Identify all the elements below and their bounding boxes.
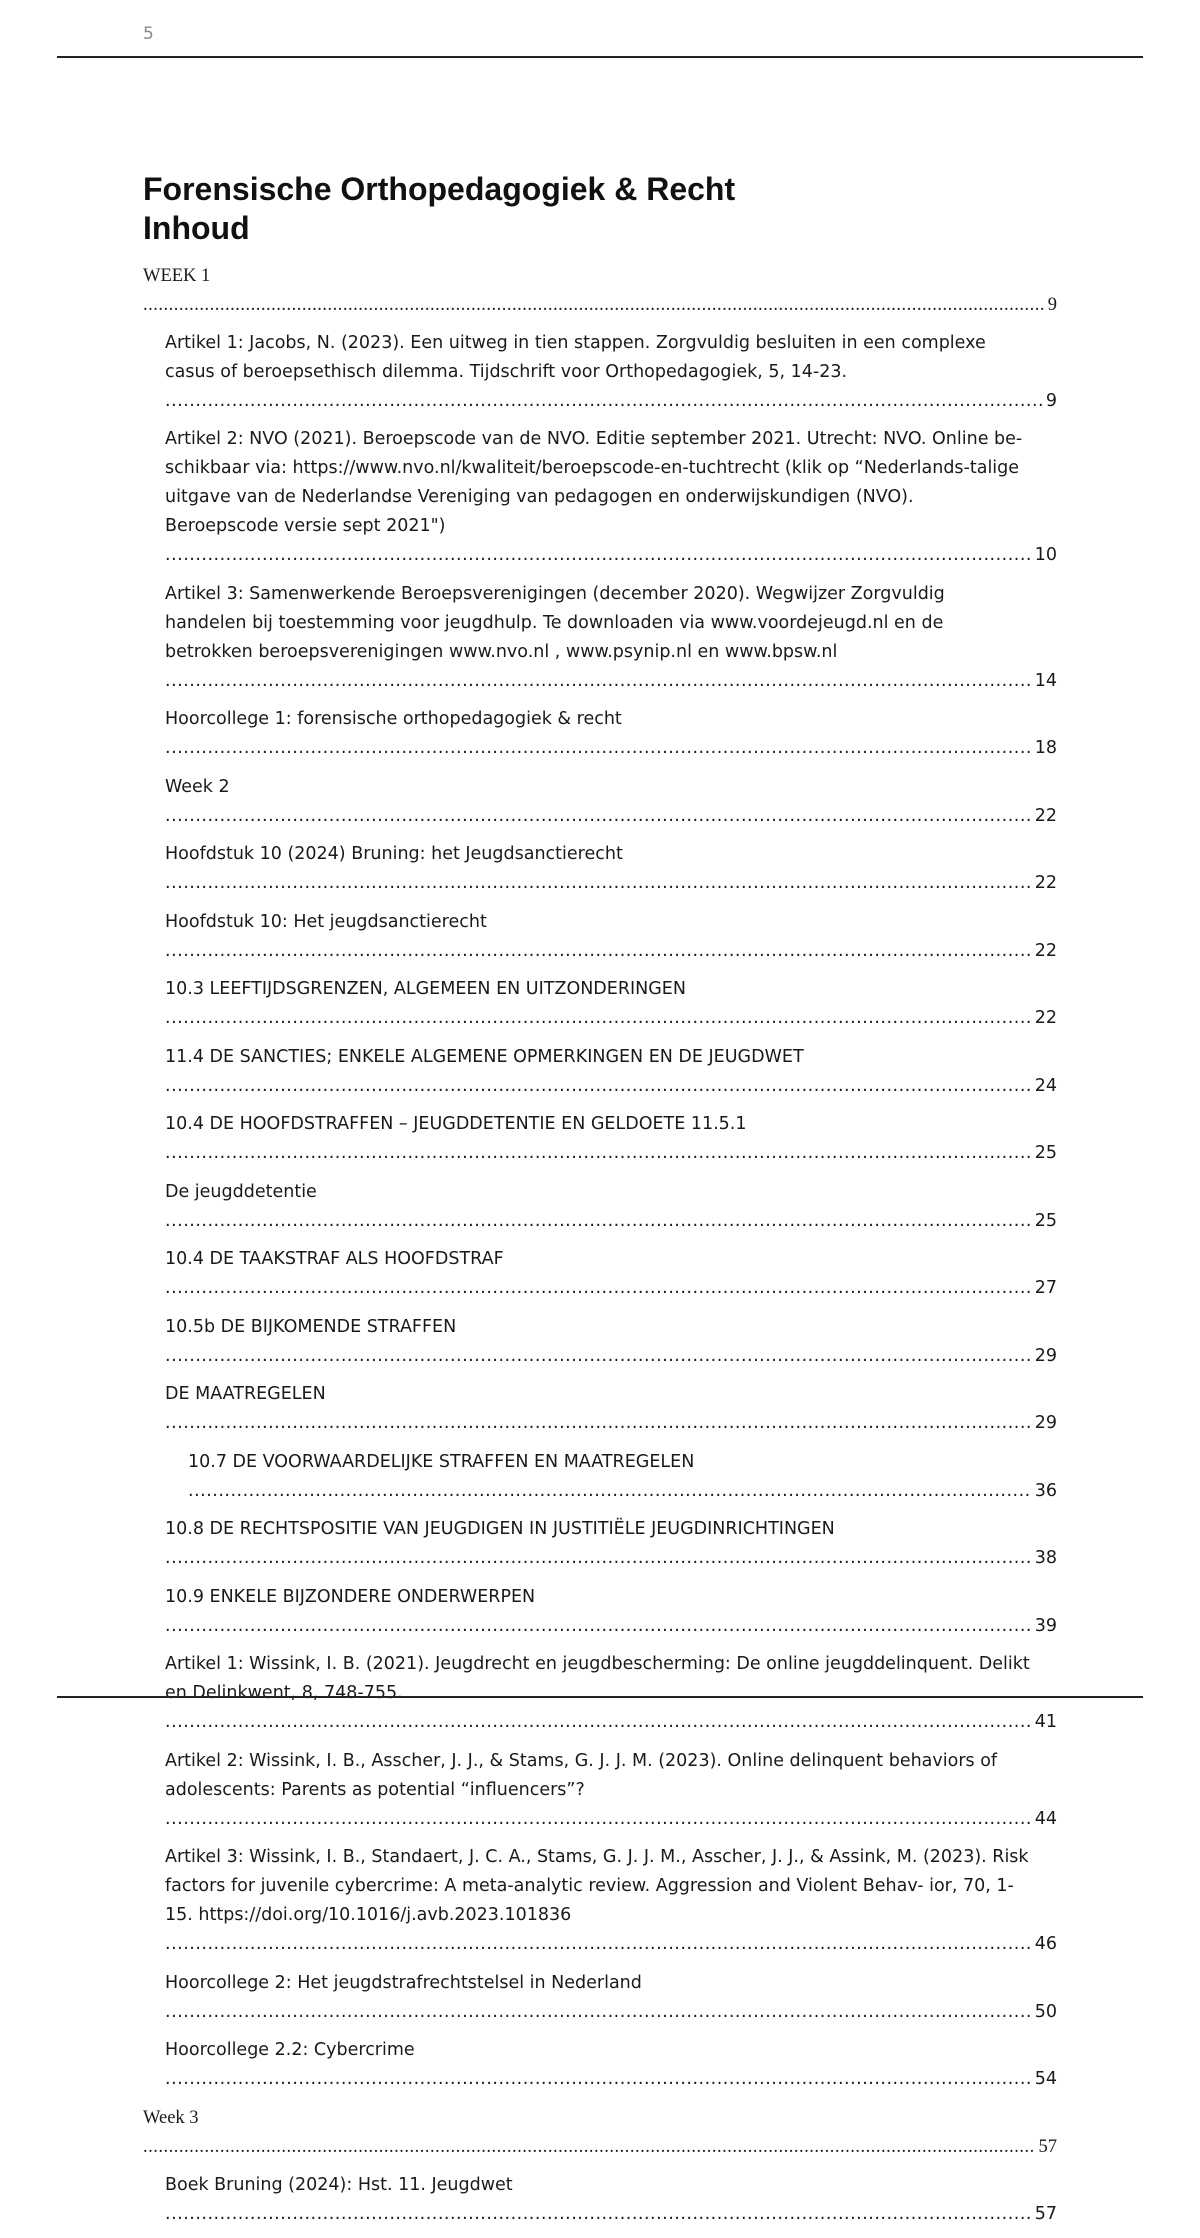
- toc-entry-title: Hoorcollege 1: forensische orthopedagogiek & recht .....: [165, 709, 1057, 758]
- toc-entry-title: Artikel 2: Wissink, I. B., Asscher, J. J., & Stams, G. J. J. M. (2023). Online delinquent behaviors of adolescents: Parents as potential “influencers”? .....: [165, 1751, 1057, 1829]
- toc-entry[interactable]: [143, 580, 1057, 696]
- header-rule: [57, 56, 1143, 58]
- toc-entry-page-number: 46: [1032, 1930, 1057, 1959]
- toc-entry-title: De jeugddetentie .....: [165, 1182, 1057, 1231]
- toc-entry[interactable]: [143, 1583, 1057, 1641]
- toc-entry-title: 11.4 DE SANCTIES; ENKELE ALGEMENE OPMERKINGEN EN DE JEUGDWET .....: [165, 1047, 1057, 1096]
- toc-entry-title: 10.5b DE BIJKOMENDE STRAFFEN .....: [165, 1317, 1057, 1366]
- toc-entry-title: Hoofdstuk 10 (2024) Bruning: het Jeugdsanctierecht .....: [165, 844, 1057, 893]
- toc-entry-title: Week 3 .....: [143, 2108, 1057, 2157]
- toc-entry-page-number: 25: [1032, 1207, 1057, 1236]
- toc-entry-title: Boek Bruning (2024): Hst. 11. Jeugdwet .....: [165, 2175, 1057, 2224]
- toc-entry-page-number: 54: [1032, 2065, 1057, 2094]
- toc-entry-title: Artikel 2: NVO (2021). Beroepscode van de NVO. Editie september 2021. Utrecht: NVO. Online be-schikbaar via: https://www.nvo.nl/kwaliteit/beroepscode-en-tuchtrecht (klik op “Nederlands-talige uitgave van de Nederlandse Vereniging van pedagogen en onderwijskundigen (NVO). Beroepscode versie sept 2021") .....: [165, 429, 1057, 565]
- toc-entry-page-number: 38: [1032, 1544, 1057, 1573]
- toc-entry-page-number: 27: [1032, 1274, 1057, 1303]
- toc-entry-page-number: 9: [1043, 387, 1057, 416]
- toc-entry-title: Artikel 1: Jacobs, N. (2023). Een uitweg in tien stappen. Zorgvuldig besluiten in een complexe casus of beroepsethisch dilemma. Tijdschrift voor Orthopedagogiek, 5, 14-23. .....: [165, 333, 1057, 411]
- toc-entry-title: Hoorcollege 2.2: Cybercrime .....: [165, 2040, 1057, 2089]
- toc-entry-page-number: 10: [1032, 541, 1057, 570]
- toc-entry-page-number: 50: [1032, 1998, 1057, 2027]
- toc-entry-page-number: 41: [1032, 1708, 1057, 1737]
- toc-entry[interactable]: [143, 1448, 1057, 1506]
- toc-entry[interactable]: [143, 1313, 1057, 1371]
- toc-entry[interactable]: [143, 2171, 1057, 2229]
- toc-entry-title: 10.4 DE TAAKSTRAF ALS HOOFDSTRAF .....: [165, 1249, 1057, 1298]
- toc-entry-page-number: 22: [1032, 1004, 1057, 1033]
- toc-entry-title: 10.8 DE RECHTSPOSITIE VAN JEUGDIGEN IN JUSTITIËLE JEUGDINRICHTINGEN .....: [165, 1519, 1057, 1568]
- toc-entry-title: 10.3 LEEFTIJDSGRENZEN, ALGEMEEN EN UITZONDERINGEN .....: [165, 979, 1057, 1028]
- toc-entry[interactable]: [143, 1043, 1057, 1101]
- toc-entry[interactable]: [143, 1969, 1057, 2027]
- toc-entry-page-number: 29: [1032, 1409, 1057, 1438]
- toc-entry[interactable]: [143, 840, 1057, 898]
- toc-entry-page-number: 57: [1032, 2200, 1057, 2229]
- toc-entry-page-number: 22: [1032, 802, 1057, 831]
- toc-entry[interactable]: [143, 1747, 1057, 1834]
- toc-entry[interactable]: [143, 975, 1057, 1033]
- toc-entry[interactable]: [143, 773, 1057, 831]
- toc-entry-page-number: 24: [1032, 1072, 1057, 1101]
- toc-entry[interactable]: [143, 1843, 1057, 1959]
- toc-entry[interactable]: [143, 425, 1057, 570]
- table-of-contents: [143, 262, 1057, 2238]
- toc-entry[interactable]: [143, 1245, 1057, 1303]
- toc-entry[interactable]: [143, 2036, 1057, 2094]
- toc-entry-title: Hoofdstuk 10: Het jeugdsanctierecht .....: [165, 912, 1057, 961]
- toc-entry-page-number: 22: [1032, 869, 1057, 898]
- toc-entry[interactable]: [143, 705, 1057, 763]
- toc-entry-title: Hoorcollege 2: Het jeugdstrafrechtstelsel in Nederland .....: [165, 1973, 1057, 2022]
- toc-entry-title: 10.4 DE HOOFDSTRAFFEN – JEUGDDETENTIE EN GELDOETE 11.5.1 .....: [165, 1114, 1057, 1163]
- toc-entry[interactable]: [143, 1178, 1057, 1236]
- toc-entry-page-number: 36: [1032, 1477, 1057, 1506]
- toc-entry[interactable]: [143, 329, 1057, 416]
- toc-entry-title: WEEK 1 .....: [143, 266, 1057, 315]
- toc-entry-title: 10.9 ENKELE BIJZONDERE ONDERWERPEN .....: [165, 1587, 1057, 1636]
- toc-entry[interactable]: [143, 2104, 1057, 2162]
- toc-entry[interactable]: [143, 1110, 1057, 1168]
- toc-entry-title: Week 2 .....: [165, 777, 1057, 826]
- toc-entry[interactable]: [143, 1380, 1057, 1438]
- toc-entry-page-number: 44: [1032, 1805, 1057, 1834]
- toc-entry-title: 10.7 DE VOORWAARDELIJKE STRAFFEN EN MAATREGELEN .....: [188, 1452, 1057, 1501]
- toc-entry-page-number: 22: [1032, 937, 1057, 966]
- toc-entry-page-number: 9: [1045, 291, 1057, 320]
- toc-entry-page-number: 39: [1032, 1612, 1057, 1641]
- toc-entry-page-number: 57: [1036, 2133, 1058, 2162]
- footer-rule: [57, 1696, 1143, 1698]
- toc-entry[interactable]: [143, 262, 1057, 320]
- toc-entry[interactable]: [143, 1650, 1057, 1737]
- toc-entry[interactable]: [143, 1515, 1057, 1573]
- page-number: 5: [143, 24, 154, 44]
- toc-entry-page-number: 18: [1032, 734, 1057, 763]
- toc-entry-title: Artikel 3: Wissink, I. B., Standaert, J. C. A., Stams, G. J. J. M., Asscher, J. J., & Assink, M. (2023). Risk factors for juvenile cybercrime: A meta-analytic review. Aggression and Violent Behav- ior, 70, 1-15. https://doi.org/10.1016/j.avb.2023.101836 .....: [165, 1847, 1057, 1954]
- title-block: [143, 170, 735, 248]
- toc-heading: Inhoud: [143, 210, 250, 246]
- toc-entry-page-number: 14: [1032, 667, 1057, 696]
- toc-entry-page-number: 25: [1032, 1139, 1057, 1168]
- toc-entry[interactable]: [143, 908, 1057, 966]
- toc-entry-title: Artikel 3: Samenwerkende Beroepsverenigingen (december 2020). Wegwijzer Zorgvuldig handelen bij toestemming voor jeugdhulp. Te downloaden via www.voordejeugd.nl en de betrokken beroepsverenigingen www.nvo.nl , www.psynip.nl en www.bpsw.nl .....: [165, 584, 1057, 691]
- toc-entry-title: Artikel 1: Wissink, I. B. (2021). Jeugdrecht en jeugdbescherming: De online jeugddelinquent. Delikt en Delinkwent, 8, 748-755. .....: [165, 1654, 1057, 1732]
- toc-entry-page-number: 29: [1032, 1342, 1057, 1371]
- toc-entry-title: DE MAATREGELEN .....: [165, 1384, 1057, 1433]
- document-title: Forensische Orthopedagogiek & Recht: [143, 171, 736, 207]
